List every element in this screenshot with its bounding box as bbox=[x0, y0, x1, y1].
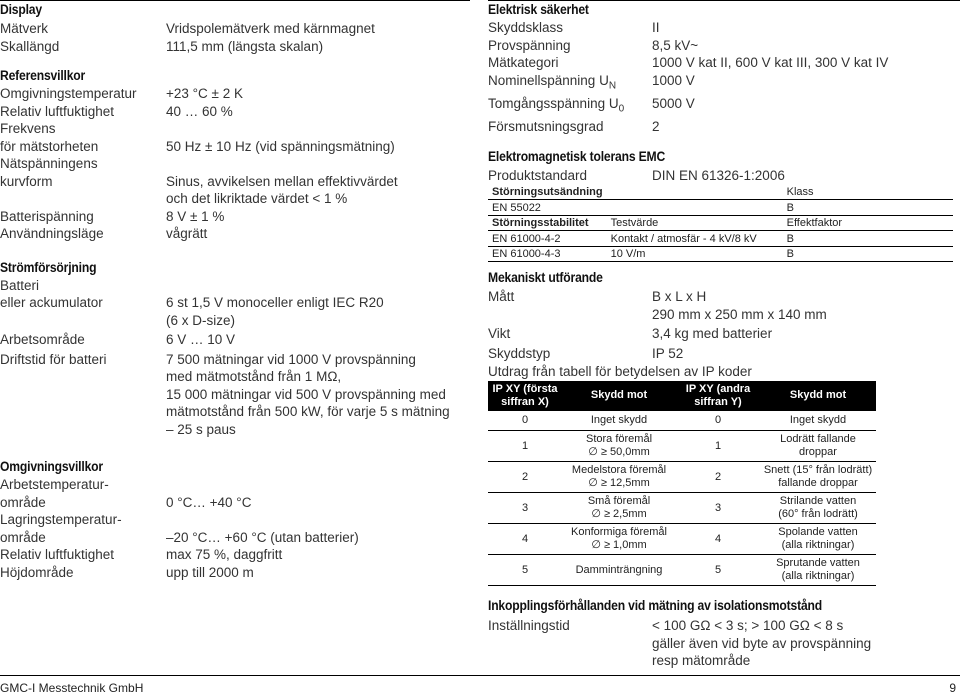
spec-label: Provspänning bbox=[488, 37, 571, 53]
spec-label: Omgivningstemperatur bbox=[0, 86, 137, 101]
spec-value: vågrätt bbox=[166, 226, 208, 241]
spec-value: 7 500 mätningar vid 1000 V provspänning med mätmotstånd från 1 MΩ, 15 000 mätningar vid 500 V provspänning med mätmotstånd från 500 kW, för varje 5 s mätning – 25 s paus bbox=[166, 351, 450, 437]
table-row: EN 61000-4-2 Kontakt / atmosfär - 4 kV/8 kV B bbox=[488, 231, 953, 247]
spec-label: Skyddsklass bbox=[488, 20, 564, 35]
spec-label: Nominellspänning $U_N$ bbox=[488, 72, 617, 92]
ip-table-caption: Utdrag från tabell för betydelsen av IP koder bbox=[488, 364, 752, 380]
spec-label: Mätkategori bbox=[488, 55, 559, 70]
spec-label: Vikt bbox=[488, 326, 511, 342]
spec-value: 8,5 kV~ bbox=[652, 37, 699, 53]
section-title-safety: Elektrisk säkerhet bbox=[488, 2, 589, 17]
spec-label: Skyddstyp bbox=[488, 345, 551, 361]
spec-label: Tomgångsspänning $U_0$ bbox=[488, 95, 625, 115]
spec-value: max 75 %, daggfritt bbox=[166, 547, 283, 562]
divider bbox=[0, 675, 960, 676]
spec-label: Produktstandard bbox=[488, 168, 588, 184]
ip-code-table bbox=[488, 381, 876, 587]
spec-label: Relativ luftfuktighet bbox=[0, 547, 115, 562]
spec-label: Nätspänningens kurvform bbox=[0, 156, 98, 189]
spec-label: Batteri eller ackumulator bbox=[0, 277, 103, 310]
spec-label: Arbetsområde bbox=[0, 332, 85, 347]
safety-rows bbox=[488, 19, 960, 135]
power-rows bbox=[0, 277, 470, 439]
spec-label: Inställningstid bbox=[488, 618, 570, 634]
spec-value: B x L x H 290 mm x 250 mm x 140 mm bbox=[652, 289, 827, 322]
spec-value: II bbox=[652, 20, 660, 35]
section-title-display: Display bbox=[0, 2, 42, 17]
table-row: 0 Inget skydd 0 Inget skydd bbox=[488, 411, 876, 431]
table-row: 1 Stora föremål ∅ ≥ 50,0mm 1 Lodrätt fallande droppar bbox=[488, 431, 876, 462]
page-number: 9 bbox=[949, 681, 956, 695]
spec-label: Batterispänning bbox=[0, 208, 94, 224]
mechanical-rows bbox=[488, 288, 960, 362]
table-row: EN 55022 B bbox=[488, 200, 953, 216]
spec-value: 5000 V bbox=[652, 95, 695, 111]
spec-label: Lagringstemperatur- område bbox=[0, 512, 122, 545]
table-row: 5 Damminträngning 5 Sprutande vatten (alla riktningar) bbox=[488, 555, 876, 586]
spec-value: 3,4 kg med batterier bbox=[652, 326, 773, 342]
spec-value: 50 Hz ± 10 Hz (vid spänningsmätning) bbox=[166, 138, 395, 154]
divider bbox=[0, 0, 470, 1]
section-title-reference: Referensvillkor bbox=[0, 68, 86, 83]
display-rows bbox=[0, 20, 470, 55]
spec-value: 6 V … 10 V bbox=[166, 332, 236, 347]
spec-value: < 100 GΩ < 3 s; > 100 GΩ < 8 s gäller även vid byte av provspänning resp mätområde bbox=[652, 618, 872, 669]
spec-value: upp till 2000 m bbox=[166, 564, 254, 580]
spec-value: 2 bbox=[652, 118, 660, 134]
spec-label: Frekvens för mätstorheten bbox=[0, 121, 99, 154]
spec-label: Försmutsningsgrad bbox=[488, 118, 604, 134]
spec-label: Mätverk bbox=[0, 21, 49, 36]
section-title-mechanical: Mekaniskt utförande bbox=[488, 270, 603, 286]
spec-label: Arbetstemperatur- område bbox=[0, 477, 109, 510]
spec-value: 6 st 1,5 V monoceller enligt IEC R20 (6 x D-size) bbox=[166, 295, 384, 328]
spec-value: 8 V ± 1 % bbox=[166, 208, 225, 224]
spec-label: Relativ luftfuktighet bbox=[0, 103, 115, 119]
spec-label: Driftstid för batteri bbox=[0, 351, 107, 367]
table-row: 2 Medelstora föremål ∅ ≥ 12,5mm 2 Snett (15° från lodrätt) fallande droppar bbox=[488, 462, 876, 493]
section-title-coupling: Inkopplingsförhållanden vid mätning av isolationsmotstånd bbox=[488, 598, 823, 614]
spec-value: Vridspolemätverk med kärnmagnet bbox=[166, 21, 375, 36]
spec-label: Höjdområde bbox=[0, 564, 74, 580]
divider bbox=[488, 0, 960, 1]
table-header-row: IP XY (första siffran X) Skydd mot IP XY (andra siffran Y) Skydd mot bbox=[488, 381, 876, 411]
table-row: EN 61000-4-3 10 V/m B bbox=[488, 246, 953, 262]
section-title-emc: Elektromagnetisk tolerans EMC bbox=[488, 149, 666, 165]
spec-value: –20 °C… +60 °C (utan batterier) bbox=[166, 529, 359, 545]
spec-value: 1000 V kat II, 600 V kat III, 300 V kat IV bbox=[652, 55, 889, 70]
table-row: Störningsutsändning Klass bbox=[488, 185, 953, 200]
table-row: Störningsstabilitet Testvärde Effektfaktor bbox=[488, 215, 953, 231]
reference-rows bbox=[0, 85, 470, 243]
section-title-environment: Omgivningsvillkor bbox=[0, 459, 103, 474]
environment-rows bbox=[0, 476, 470, 581]
right-column bbox=[488, 0, 960, 670]
spec-value: 111,5 mm (längsta skalan) bbox=[166, 38, 324, 54]
emc-table bbox=[488, 185, 953, 263]
section-title-power: Strömförsörjning bbox=[0, 259, 97, 275]
spec-value: +23 °C ± 2 K bbox=[166, 86, 243, 101]
spec-value: IP 52 bbox=[652, 345, 684, 361]
spec-value: Sinus, avvikelsen mellan effektivvärdet och det likriktade värdet < 1 % bbox=[166, 173, 398, 206]
footer-company: GMC-I Messtechnik GmbH bbox=[0, 681, 144, 695]
left-column bbox=[0, 0, 470, 581]
spec-label: Skallängd bbox=[0, 38, 60, 54]
spec-value: 0 °C… +40 °C bbox=[166, 494, 252, 510]
table-row: 4 Konformiga föremål ∅ ≥ 1,0mm 4 Spolande vatten (alla riktningar) bbox=[488, 524, 876, 555]
spec-label: Mått bbox=[488, 289, 515, 305]
table-row: 3 Små föremål ∅ ≥ 2,5mm 3 Strilande vatten (60° från lodrätt) bbox=[488, 493, 876, 524]
spec-value: DIN EN 61326-1:2006 bbox=[652, 168, 785, 184]
spec-value: 40 … 60 % bbox=[166, 103, 233, 119]
spec-label: Användningsläge bbox=[0, 226, 104, 241]
spec-value: 1000 V bbox=[652, 72, 695, 88]
